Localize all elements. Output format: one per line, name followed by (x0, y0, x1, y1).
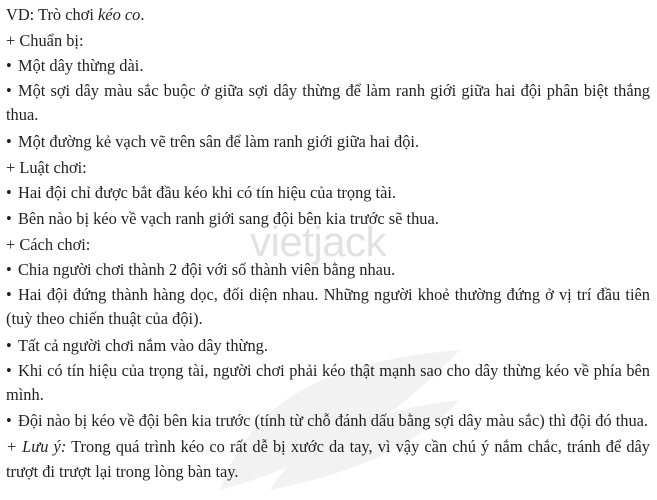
list-item: • Tất cả người chơi nắm vào dây thừng. (6, 336, 268, 356)
list-item: • Hai đội đứng thành hàng dọc, đối diện nhau. Những người khoẻ thường đứng ở vị trí đầu tiên (tuỳ theo chiến thuật của đội). (6, 284, 650, 328)
list-item: • Một dây thừng dài. (6, 56, 144, 76)
list-item: • Hai đội chỉ được bắt đầu kéo khi có tín hiệu của trọng tài. (6, 183, 397, 203)
list-item: • Đội nào bị kéo về đội bên kia trước (tính từ chỗ đánh dấu bằng sợi dây màu sắc) thì đội đó thua. (6, 411, 649, 431)
list-item: • Một đường kẻ vạch vẽ trên sân để làm ranh giới giữa hai đội. (6, 132, 420, 152)
game-name: kéo co (98, 5, 141, 24)
note-label: + Lưu ý: (6, 437, 67, 457)
list-item: • Khi có tín hiệu của trọng tài, người chơi phải kéo thật mạnh sao cho dây thừng kéo về phía bên mình. (6, 360, 650, 404)
section-heading-rules: + Luật chơi: (6, 157, 87, 177)
list-item: • Chia người chơi thành 2 đội với số thành viên bằng nhau. (6, 260, 396, 280)
section-heading-howto: + Cách chơi: (6, 234, 91, 254)
example-title: VD: Trò chơi kéo co. (6, 5, 145, 24)
note-paragraph: + Lưu ý: Trong quá trình kéo co rất dễ bị xước da tay, vì vậy cần chú ý nắm chắc, tránh để dây trượt đi trượt lại trong lòng bàn tay. (6, 437, 651, 481)
list-item: • Bên nào bị kéo về vạch ranh giới sang đội bên kia trước sẽ thua. (6, 208, 439, 228)
watermark-text: vietjack (250, 218, 387, 265)
section-heading-prep: + Chuẩn bị: (6, 30, 84, 50)
list-item: • Một sợi dây màu sắc buộc ở giữa sợi dây thừng để làm ranh giới giữa hai đội phân biệt thắng thua. (6, 80, 650, 124)
document-body (6, 2, 650, 484)
